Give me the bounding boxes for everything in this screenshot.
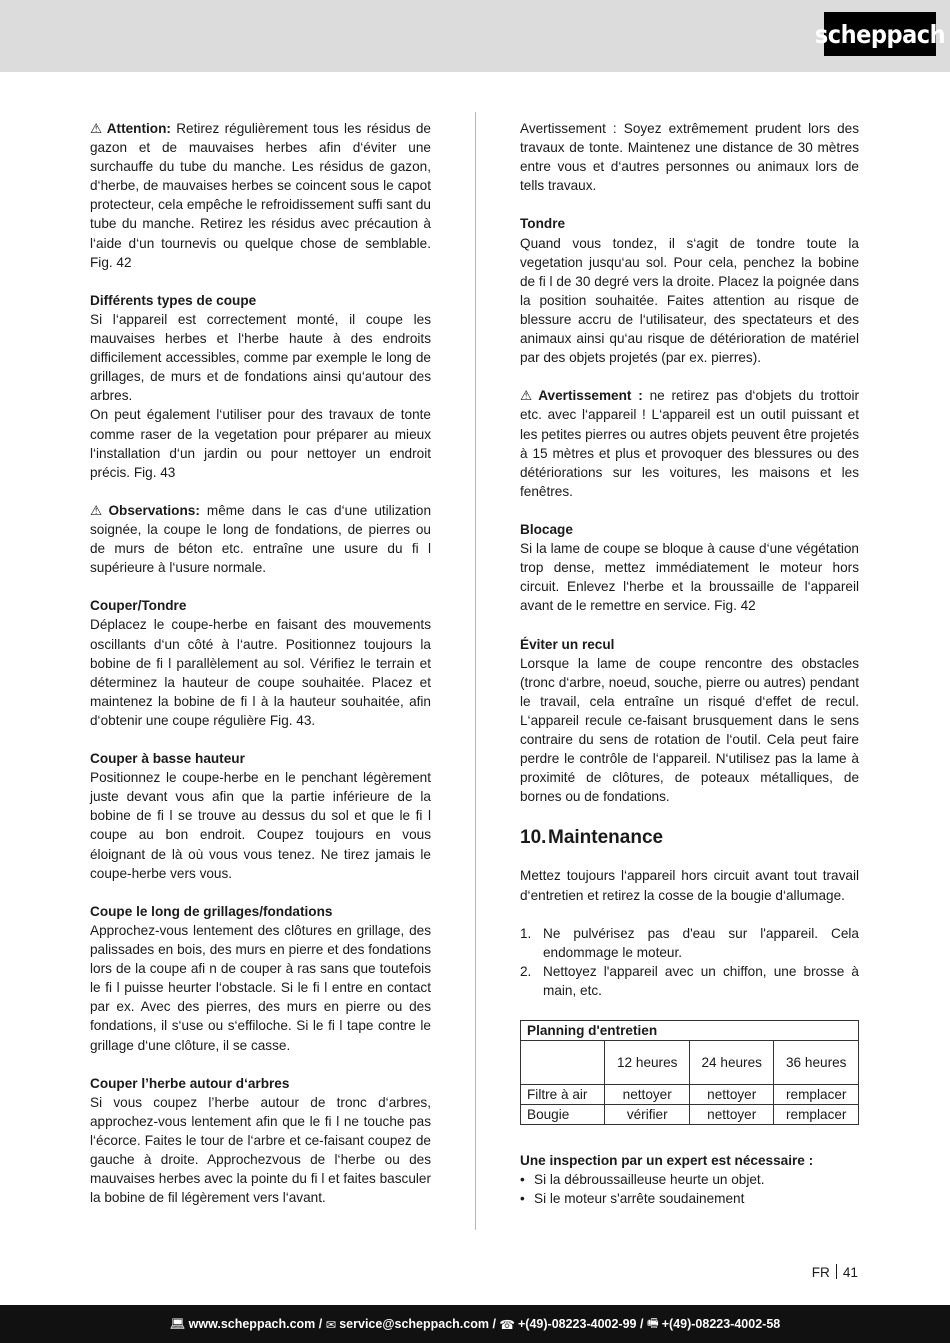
section-number: 10. xyxy=(520,827,547,849)
scheppach-logo: scheppach xyxy=(824,12,936,56)
table-header-cell: 24 heures xyxy=(689,1041,774,1085)
warning-icon: ⚠ xyxy=(520,388,536,404)
paragraph: Lorsque la lame de coupe rencontre des obstacles (tronc d‘arbre, noeud, souche, pierre ou autres) pendant le travail, cela entraîne un risqué d‘effet de recul. L‘appareil recule ce-faisant brusquement dans le sens contraire du sens de rotation de l‘outil. Cela peut faire perdre le contrôle de l‘appareil. N‘utilisez pas la lame à proximité de clôtures, de poteaux métalliques, de bornes ou de fondations. xyxy=(520,655,859,805)
attention-text: Retirez régulièrement tous les résidus de gazon et de mauvaises herbes afin d‘éviter une surchauffe du tube du manche. Les résidus de gazon, d‘herbe, de mauvaises herbes se coincent sous le capot protecteur, cela empêche le refroidissement suffi sant du tube du manche. Retirez les résidus avec précaution à l‘aide d‘un tournevis ou quelque chose de semblable. Fig. 42 xyxy=(90,121,431,270)
table-cell: vérifier xyxy=(605,1105,690,1125)
section-heading: Couper l’herbe autour d‘arbres xyxy=(90,1075,290,1091)
table-header-cell xyxy=(521,1041,605,1085)
section-arbres xyxy=(90,1074,431,1208)
paragraph: Mettez toujours l‘appareil hors circuit avant tout travail d‘entretien et retirez la cosse de la bougie d‘allumage. xyxy=(520,868,859,903)
fax-icon: 🖷︎ xyxy=(646,1315,659,1330)
table-cell: remplacer xyxy=(774,1085,859,1105)
paragraph: Si vous coupez l’herbe autour de tronc d‘arbres, approchez-vous lentement afin que le fi l ne touche pas l‘écorce. Faites le tour de l‘arbre et ce-faisant coupez de gauche à droite. Approchezvous de l‘herbe ou des mauvaises herbes avec la pointe du fi l et faites basculer la bobine de fil légèrement vers l‘avant. xyxy=(90,1094,431,1206)
footer-phone: +(49)-08223-4002-99 / xyxy=(518,1317,644,1331)
observations-label: Observations: xyxy=(108,502,200,518)
language-code: FR xyxy=(811,1265,830,1280)
section-couper-tondre xyxy=(90,596,431,730)
table-cell: nettoyer xyxy=(689,1085,774,1105)
header-band xyxy=(0,0,950,72)
inspection-list xyxy=(520,1170,859,1208)
table-caption: Planning d'entretien xyxy=(521,1021,859,1041)
section-heading: Différents types de coupe xyxy=(90,292,257,308)
section-basse-hauteur xyxy=(90,749,431,883)
step-text: Ne pulvérisez pas d'eau sur l'appareil. Cela endommage le moteur. xyxy=(543,925,859,960)
section-heading: Tondre xyxy=(520,216,566,232)
page-number-value: 41 xyxy=(842,1265,858,1280)
paragraph: Si l‘appareil est correctement monté, il coupe les mauvaises herbes et l‘herbe haute à des endroits difficilement accessibles, comme par exemple le long de grillages, de murs et de fondations ainsi qu‘autour des arbres. xyxy=(90,311,431,404)
avertissement-intro xyxy=(520,119,859,195)
paragraph: Positionnez le coupe-herbe en le penchant légèrement juste devant vous afin que la partie inférieure de la bobine de fi l se trouve au dessus du sol et que le fi l coupe au bon endroit. Coupez toujours en vous éloignant de là où vous vous tenez. Ne tirez jamais le coupe-herbe vers vous. xyxy=(90,770,431,881)
step-number: 2. xyxy=(520,963,532,979)
attention-label: Attention: xyxy=(106,121,171,136)
footer-email[interactable]: service@scheppach.com / xyxy=(339,1317,496,1331)
table-row xyxy=(521,1105,859,1125)
avertissement-text: ne retirez pas d‘objets du trottoir etc. avec l‘appareil ! L‘appareil est un outil puissant et les petites pierres ou autres objets peuvent être projetés à 15 mètres et plus et provoquer des blessures ou des détériorations sur les voitures, les maisons et les fenêtres. xyxy=(520,388,859,499)
observations-text: même dans le cas d‘une utilization soignée, la coupe le long de fondations, de pierres ou de murs de béton etc. entraîne une usure du fi l supérieure à l‘usure normale. xyxy=(90,502,431,576)
table-cell: remplacer xyxy=(774,1105,859,1125)
maintenance-intro xyxy=(520,866,859,904)
footer-website[interactable]: www.scheppach.com / xyxy=(188,1317,323,1331)
section-grillages xyxy=(90,902,431,1055)
section-types xyxy=(90,291,431,482)
section-blocage xyxy=(520,520,859,615)
avertissement-label: Avertissement : xyxy=(538,388,643,404)
paragraph: Déplacez le coupe-herbe en faisant des mouvements oscillants d‘un côté à l‘autre. Positionnez toujours la bobine de fi l parallèlement au sol. Vérifiez le terrain et déterminez la hauteur de coupe souhaitée. Placez et maintenez la bobine de fi l à la hauteur souhaitée, afin d‘obtenir une coupe régulière Fig. 43. xyxy=(90,617,431,728)
section-heading: Couper/Tondre xyxy=(90,598,187,614)
table-row xyxy=(521,1085,859,1105)
footer-bar xyxy=(0,1305,950,1343)
table-header-cell: 12 heures xyxy=(605,1041,690,1085)
paragraph: Si la lame de coupe se bloque à cause d‘une végétation trop dense, mettez immédiatement le moteur hors circuit. Enlevez l‘herbe et la broussaille de l‘appareil avant de le remettre en service. Fig. 42 xyxy=(520,541,859,614)
step-text: Nettoyez l'appareil avec un chiffon, une brosse à main, etc. xyxy=(543,963,859,999)
table-cell: Filtre à air xyxy=(521,1085,605,1105)
paragraph: Approchez-vous lentement des clôtures en grillage, des palissades en bois, des murs en pierre et des fondations lors de la coupe afi n de couper à ras sans que toutefois le fi l puisse heurter l‘obstacle. Si le fi l entre en contact par ex. Avec des pierres, des murs en pierre ou des fondations, il s‘use ou s‘effiloche. Si le fi l tape contre le grillage d‘une clôture, il se casse. xyxy=(90,922,431,1053)
envelope-icon: ✉︎ xyxy=(325,1317,337,1332)
inspection-heading: Une inspection par un expert est nécessaire : xyxy=(520,1153,814,1169)
page-number xyxy=(812,1264,858,1280)
warning-icon: ⚠ xyxy=(90,121,104,136)
right-column xyxy=(520,119,859,1208)
paragraph: Avertissement : Soyez extrêmement prudent lors des travaux de tonte. Maintenez une distance de 30 mètres entre vous et d‘autres personnes ou animaux lors de tells travaux. xyxy=(520,121,859,194)
table-header-cell: 36 heures xyxy=(774,1041,859,1085)
page-separator xyxy=(836,1264,837,1279)
section-recul xyxy=(520,635,859,807)
computer-icon: 💻︎ xyxy=(169,1316,186,1331)
section-heading: Éviter un recul xyxy=(520,636,615,652)
table-cell: Bougie xyxy=(521,1105,605,1125)
left-column xyxy=(90,119,431,1226)
table-header-row xyxy=(521,1041,859,1085)
maintenance-table xyxy=(520,1020,859,1125)
list-item xyxy=(520,924,859,962)
table-caption-row xyxy=(521,1021,859,1041)
warning-icon: ⚠ xyxy=(90,502,106,518)
section-heading: Couper à basse hauteur xyxy=(90,751,245,767)
section-heading: Blocage xyxy=(520,521,573,537)
table-cell: nettoyer xyxy=(689,1105,774,1125)
attention-note xyxy=(90,119,431,272)
maintenance-heading xyxy=(520,825,859,851)
section-tondre xyxy=(520,214,859,367)
step-number: 1. xyxy=(520,925,532,941)
telephone-icon: ☎︎ xyxy=(499,1317,515,1332)
section-heading: Coupe le long de grillages/fondations xyxy=(90,903,333,919)
avertissement-note xyxy=(520,386,859,501)
footer-fax: +(49)-08223-4002-58 xyxy=(661,1317,781,1331)
section-title: Maintenance xyxy=(548,827,664,849)
maintenance-steps xyxy=(520,924,859,1000)
paragraph: Quand vous tondez, il s‘agit de tondre toute la vegetation jusqu‘au sol. Pour cela, penchez la bobine de fi l de 30 degré vers la droite. Placez la poignée dans la position souhaitée. Faites attention au risque de blessure accru de l‘utilisateur, des spectateurs et des animaux ainsi qu‘au risque de détérioration de matériel par des objets projetés (par ex. pierres). xyxy=(520,235,859,366)
observations-note xyxy=(90,501,431,577)
list-item xyxy=(520,962,859,1000)
paragraph: On peut également l‘utiliser pour des travaux de tonte comme raser de la vegetation pour préparer au mieux l‘installation d‘un jardin ou pour nettoyer un endroit précis. Fig. 43 xyxy=(90,407,431,480)
list-item: • Si le moteur s'arrête soudainement xyxy=(520,1189,859,1208)
list-item: • Si la débroussailleuse heurte un objet. xyxy=(520,1170,859,1189)
table-cell: nettoyer xyxy=(605,1085,690,1105)
column-divider xyxy=(475,112,476,1230)
